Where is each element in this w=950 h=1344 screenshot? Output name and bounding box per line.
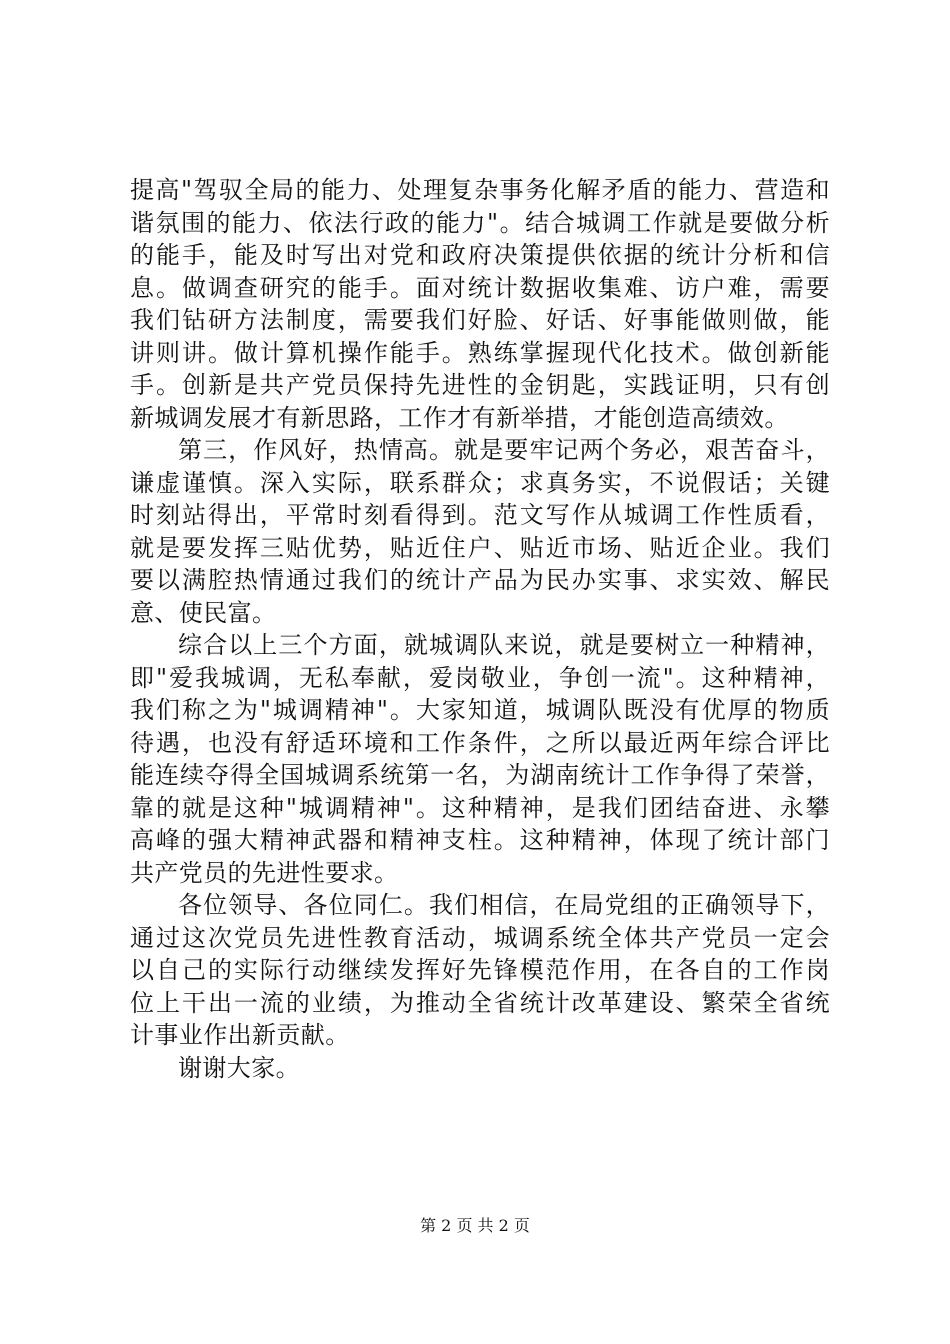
- paragraph-start-line: 各位领导、各位同仁。我们相信，在局党组的正确领导下，: [178, 891, 830, 919]
- text-line: 的能手，能及时写出对党和政府决策提供依据的统计分析和信: [130, 241, 830, 269]
- text-line: 要以满腔热情通过我们的统计产品为民办实事、求实效、解民: [130, 566, 830, 594]
- text-line: 意、使民富。: [130, 598, 277, 627]
- text-line: 手。创新是共产党员保持先进性的金钥匙，实践证明，只有创: [130, 371, 830, 399]
- text-line: 靠的就是这种"城调精神"。这种精神，是我们团结奋进、永攀: [130, 793, 830, 822]
- text-line: 共产党员的先进性要求。: [130, 858, 399, 887]
- text-line: 提高"驾驭全局的能力、处理复杂事务化解矛盾的能力、营造和: [130, 176, 830, 204]
- text-line: 讲则讲。做计算机操作能手。熟练掌握现代化技术。做创新能: [130, 338, 830, 367]
- closing-line: 谢谢大家。: [178, 1053, 300, 1082]
- text-line: 以自己的实际行动继续发挥好先锋模范作用，在各自的工作岗: [130, 956, 830, 984]
- text-line: 新城调发展才有新思路，工作才有新举措，才能创造高绩效。: [130, 403, 789, 432]
- document-body: [130, 174, 830, 1084]
- text-line: 我们钻研方法制度，需要我们好脸、好话、好事能做则做，能: [130, 306, 830, 334]
- text-line: 谦虚谨慎。深入实际，联系群众；求真务实，不说假话；关键: [130, 468, 830, 497]
- page-number-footer: 第 2 页 共 2 页: [420, 1216, 530, 1235]
- text-line: 通过这次党员先进性教育活动，城调系统全体共产党员一定会: [130, 923, 830, 952]
- text-line: 待遇，也没有舒适环境和工作条件，之所以最近两年综合评比: [130, 728, 830, 757]
- text-line: 高峰的强大精神武器和精神支柱。这种精神，体现了统计部门: [130, 826, 830, 854]
- text-line: 息。做调查研究的能手。面对统计数据收集难、访户难，需要: [130, 273, 830, 302]
- paragraph-start-line: 综合以上三个方面，就城调队来说，就是要树立一种精神，: [178, 631, 830, 659]
- paragraph-start-line: 第三，作风好，热情高。就是要牢记两个务必，艰苦奋斗，: [178, 436, 830, 464]
- text-line: 能连续夺得全国城调系统第一名，为湖南统计工作争得了荣誉，: [130, 761, 830, 789]
- text-line: 时刻站得出，平常时刻看得到。范文写作从城调工作性质看，: [130, 501, 830, 529]
- text-line: 即"爱我城调，无私奉献，爱岗敬业，争创一流"。这种精神，: [130, 663, 830, 692]
- text-line: 我们称之为"城调精神"。大家知道，城调队既没有优厚的物质: [130, 696, 830, 724]
- text-line: 谐氛围的能力、依法行政的能力"。结合城调工作就是要做分析: [130, 208, 830, 237]
- text-line: 位上干出一流的业绩，为推动全省统计改革建设、繁荣全省统: [130, 988, 830, 1017]
- text-line: 就是要发挥三贴优势，贴近住户、贴近市场、贴近企业。我们: [130, 533, 830, 562]
- text-line: 计事业作出新贡献。: [130, 1021, 350, 1049]
